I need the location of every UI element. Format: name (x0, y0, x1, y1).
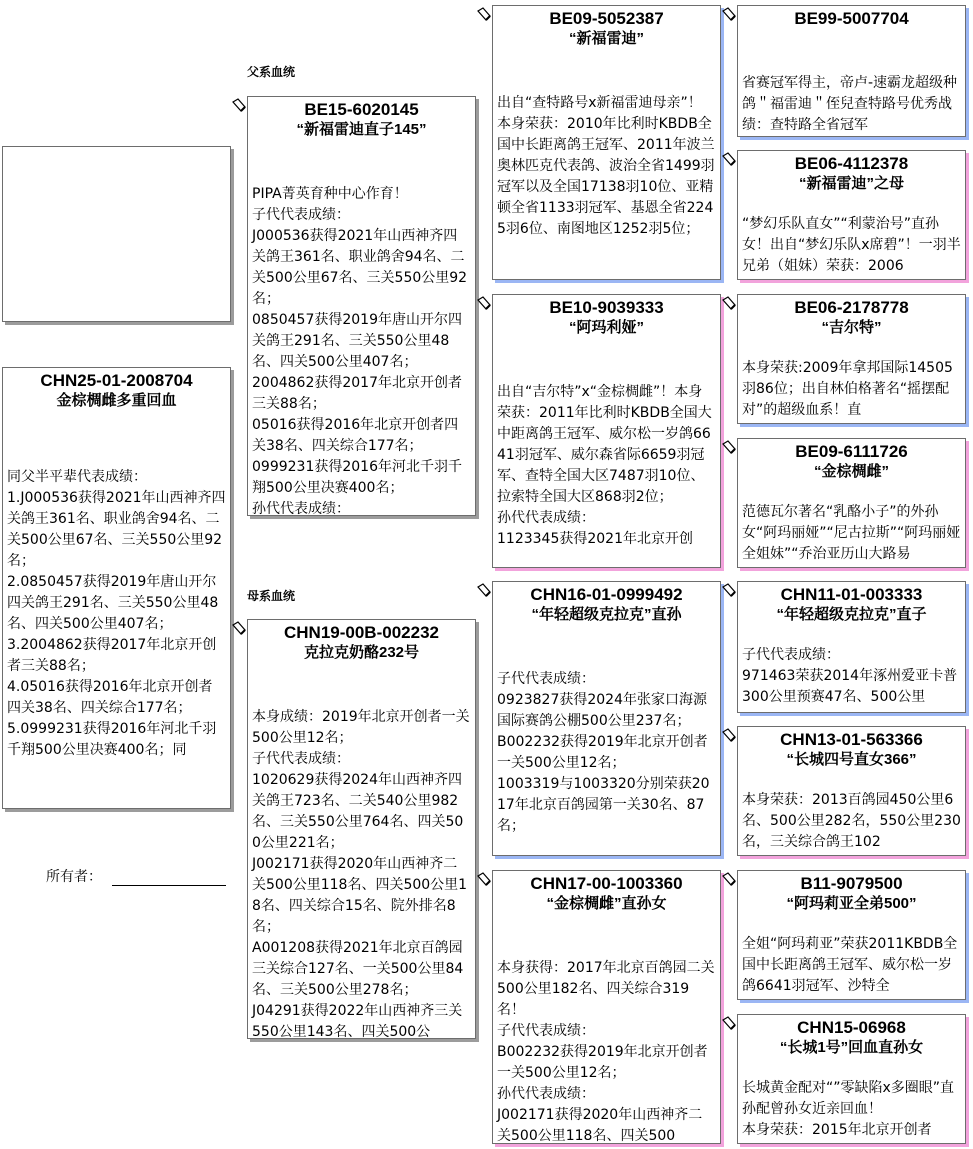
dam-sire-ring: CHN16-01-0999492 (530, 585, 683, 604)
dds-notes: 全姐“阿玛莉亚”荣获2011KBDB全国中长距离鸽王冠军、威尔松一岁鸽6641羽冠军、沙特全 (742, 936, 958, 994)
sss-card (737, 5, 966, 137)
sire-dam-notes: 出自“吉尔特”x“金棕椆雌”！本身荣获：2011年比利时KBDB全国大中距离鸽王冠军、威尔松一岁鸽6641羽冠军、威尔森省际6659羽冠军、查特全国大区7487羽10位、拉索特全国大区868羽2位； 孙代代表成绩： 1123345获得2021年北京开创 (497, 384, 712, 547)
dam-sire-notes: 子代代表成绩： 0923827获得2024年张家口海源国际赛鸽公棚500公里237名； B002232获得2019年北京开创者一关500公里12名； 1003319与1003320分别荣获2017年北京百鸽园第一关30名、87名； (497, 671, 710, 834)
sire-sire-name: “新福雷迪” (568, 30, 644, 47)
ddd-card (737, 1014, 966, 1144)
dds-name: “阿玛莉亚全弟500” (786, 895, 917, 912)
dam-ring: CHN19-00B-002232 (284, 623, 439, 642)
dsd-ring: CHN13-01-563366 (780, 730, 923, 749)
paternal-label: 父系血统 (247, 65, 296, 79)
pen-icon (477, 296, 491, 310)
pen-icon (722, 1016, 736, 1030)
sire-sire-ring: BE09-5052387 (549, 9, 664, 28)
sire-dam-name: “阿玛利娅” (568, 319, 644, 336)
photo-placeholder (2, 146, 231, 322)
sdd-name: “金棕椆雌” (813, 463, 889, 480)
dam-dam-notes: 本身获得：2017年北京百鸽园二关500公里182名、四关综合319名！ 子代代表成绩： B002232获得2019年北京开创者一关500公里12名； 孙代代表成绩： J002171获得2020年山西神齐二关500公里118名、四关500 (497, 960, 715, 1144)
ddd-notes: 长城黄金配对“”零缺陷x多圈眼”直孙配曾孙女近亲回血！ 本身荣获：2015年北京开创者 (742, 1080, 955, 1138)
dds-card (737, 870, 966, 1000)
pen-icon (477, 7, 491, 21)
dam-name: 克拉克奶酪232号 (303, 644, 420, 661)
sds-ring: BE06-2178778 (794, 298, 909, 317)
dsd-notes: 本身荣获：2013百鸽园450公里6名、500公里282名，550公里230名，三关综合鸽王102 (742, 792, 961, 850)
sdd-notes: 范德瓦尔著名“乳酪小子”的外孙女“阿玛丽娅”“尼古拉斯”“阿玛丽娅全姐妹”“乔治亚历山大路易 (742, 504, 961, 562)
dsd-card (737, 726, 966, 856)
ssd-ring: BE06-4112378 (794, 154, 909, 173)
subject-notes: 同父半平辈代表成绩： 1.J000536获得2021年山西神齐四关鸽王361名、职业鸽舍94名、二关500公里67名、三关550公里92名； 2.0850457获得2019年唐山开尔四关鸽王291名、三关550公里48名、四关500公里407名； 3.2004862获得2017年北京开创者三关88名； 4.05016获得2016年北京开创者四关38名、四关综合177名； 5.0999231获得2016年河北千羽千翔500公里决赛400名；同 (7, 469, 226, 758)
sss-notes: 省赛冠军得主，帝卢-速霸龙超级种鸽＂福雷迪＂侄兒查特路号优秀战绩：查特路全省冠军 (742, 75, 958, 133)
ddd-name: “长城1号”回血直孙女 (779, 1039, 924, 1056)
ssd-card (737, 150, 966, 280)
dss-name: “年轻超级克拉克”直子 (776, 606, 927, 623)
dsd-name: “长城四号直女366” (786, 751, 917, 768)
dds-ring: B11-9079500 (800, 874, 903, 893)
pen-icon (722, 152, 736, 166)
sire-dam-card (492, 294, 721, 568)
sdd-ring: BE09-6111726 (795, 442, 908, 461)
sire-name: “新福雷迪直子145” (296, 121, 427, 138)
dam-dam-card (492, 870, 721, 1144)
pen-icon (722, 296, 736, 310)
sire-sire-card (492, 5, 721, 280)
sds-card (737, 294, 966, 424)
sdd-card (737, 438, 966, 568)
sire-ring: BE15-6020145 (304, 100, 419, 119)
dss-card (737, 581, 966, 713)
pen-icon (232, 98, 246, 112)
subject-name: 金棕椆雌多重回血 (56, 392, 177, 409)
sire-dam-ring: BE10-9039333 (549, 298, 664, 317)
dam-sire-card (492, 581, 721, 856)
pen-icon (477, 872, 491, 886)
pen-icon (477, 583, 491, 597)
sds-notes: 本身荣获:2009年拿邦国际14505羽86位；出自林伯格著名“摇摆配对”的超级血系！直 (742, 360, 953, 418)
owner-label: 所有者： (46, 869, 102, 885)
dam-card (247, 619, 476, 1039)
dam-notes: 本身成绩：2019年北京开创者一关500公里12名； 子代代表成绩： 1020629获得2024年山西神齐四关鸽王723名、二关540公里982名、三关550公里764名、四关500公里221名； J002171获得2020年山西神齐二关500公里118名、四关500公里18名、四关综合15名、院外排名8名； A001208获得2021年北京百鸽园三关综合127名、一关500公里84名、三关500公里278名； J04291获得2022年山西神齐三关550公里143名、四关500公 (252, 709, 470, 1039)
maternal-label: 母系血统 (247, 589, 296, 603)
dss-notes: 子代代表成绩： 971463荣获2014年涿州爱亚卡普300公里预赛47名、500公里 (742, 647, 958, 705)
sire-card (247, 96, 476, 516)
pen-icon (232, 621, 246, 635)
sds-name: “吉尔特” (821, 319, 882, 336)
sire-sire-notes: 出自“查特路号x新福雷迪母亲”！ 本身荣获：2010年比利时KBDB全国中长距离鸽王冠军、2011年波兰奥林匹克代表鸽、波治全省1499羽冠军以及全国17138羽10位、亚精顿全省1133羽冠军、基恩全省2245羽6位、南图地区1252羽5位； (497, 95, 715, 237)
subject-card (2, 367, 231, 809)
pen-icon (722, 728, 736, 742)
sss-ring: BE99-5007704 (794, 9, 909, 28)
dam-sire-name: “年轻超级克拉克”直孙 (531, 606, 682, 623)
subject-ring: CHN25-01-2008704 (40, 371, 193, 390)
pen-icon (722, 440, 736, 454)
ddd-ring: CHN15-06968 (797, 1018, 906, 1037)
sire-notes: PIPA菁英育种中心作育！ 子代代表成绩： J000536获得2021年山西神齐四关鸽王361名、职业鸽舍94名、二关500公里67名、三关550公里92名； 0850457获得2019年唐山开尔四关鸽王291名、三关550公里48名、四关500公里407名； 2004862获得2017年北京开创者三关88名； 05016获得2016年北京开创者四关38名、四关综合177名； 0999231获得2016年河北千羽千翔500公里决赛400名； 孙代代表成绩： (252, 186, 468, 516)
dss-ring: CHN11-01-003333 (780, 585, 923, 604)
ssd-name: “新福雷迪”之母 (798, 175, 904, 192)
owner-signature-line (112, 885, 226, 886)
pen-icon (722, 7, 736, 21)
dam-dam-name: “金棕椆雌”直孙女 (546, 895, 667, 912)
pen-icon (722, 872, 736, 886)
pen-icon (722, 583, 736, 597)
dam-dam-ring: CHN17-00-1003360 (530, 874, 683, 893)
ssd-notes: “梦幻乐队直女”“利蒙治号”直孙女！出自“梦幻乐队x席碧”！一羽半兄弟（姐妹）荣获：2006 (742, 216, 961, 274)
